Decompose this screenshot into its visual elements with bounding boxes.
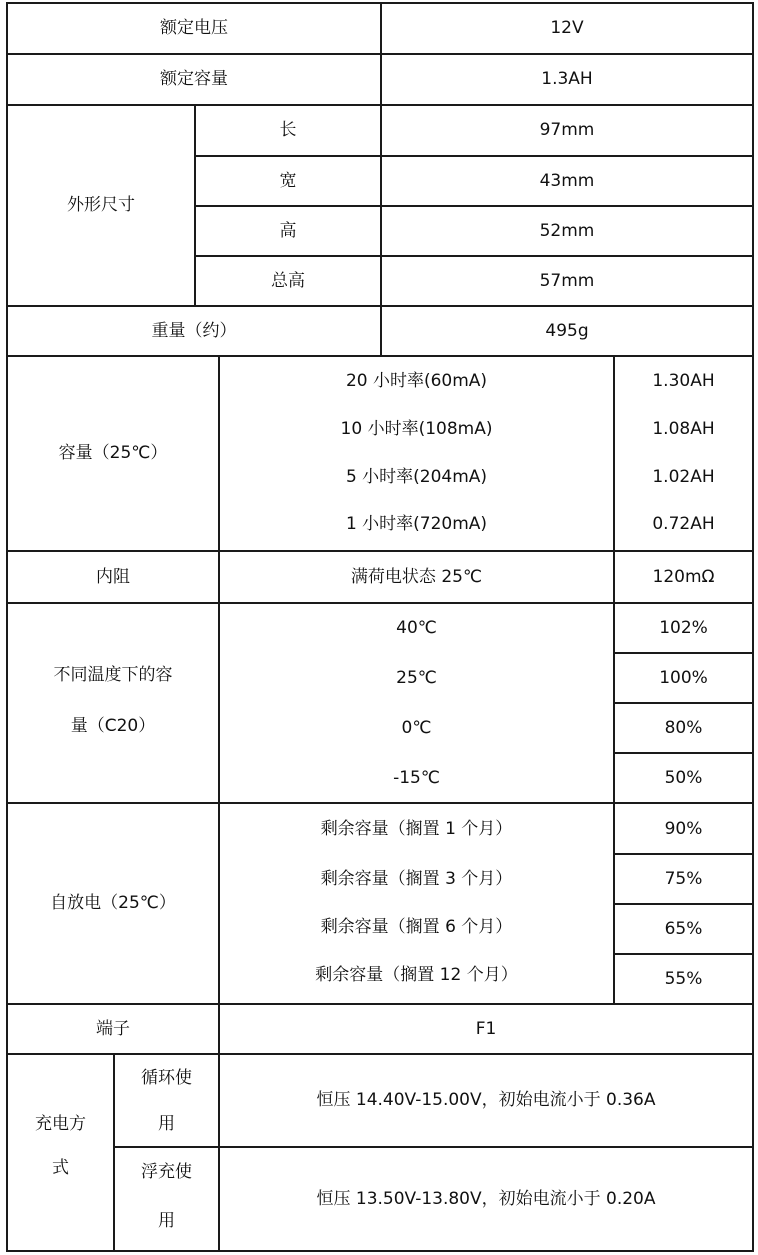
internal-resistance-label: 内阻 [96, 566, 130, 587]
dimension-name: 宽 [279, 170, 297, 191]
dimension-value: 52mm [539, 220, 595, 241]
dimension-value: 43mm [539, 170, 595, 191]
terminal-label: 端子 [96, 1018, 130, 1039]
self-discharge-condition: 剩余容量（搁置 12 个月） [315, 964, 518, 985]
weight-value: 495g [545, 320, 589, 341]
temp-capacity-value: 50% [664, 767, 703, 788]
self-discharge-condition: 剩余容量（搁置 6 个月） [320, 916, 513, 937]
temperature: 0℃ [401, 717, 432, 738]
rated-voltage-label: 额定电压 [160, 18, 228, 39]
temperature: 40℃ [396, 617, 437, 638]
temp-capacity-label: 量（C20） [70, 715, 156, 736]
self-discharge-value: 75% [664, 868, 703, 889]
capacity-rate: 10 小时率(108mA) [340, 418, 493, 439]
temperature: -15℃ [393, 767, 440, 788]
cycle-use-label: 用 [158, 1113, 175, 1134]
rated-capacity-value: 1.3AH [541, 69, 593, 90]
self-discharge-condition: 剩余容量（搁置 3 个月） [320, 868, 513, 889]
self-discharge-value: 65% [664, 918, 703, 939]
dimension-value: 97mm [539, 120, 595, 141]
grid-line [752, 2, 754, 1252]
capacity-25c-label: 容量（25℃） [58, 443, 168, 464]
temperature: 25℃ [396, 667, 437, 688]
temp-capacity-label: 不同温度下的容 [53, 664, 173, 685]
capacity-value: 0.72AH [652, 513, 715, 534]
grid-line [6, 1250, 754, 1252]
self-discharge-value: 90% [664, 819, 703, 840]
capacity-rate: 1 小时率(720mA) [345, 513, 488, 534]
dimensions-label: 外形尺寸 [67, 195, 135, 216]
dimension-name: 总高 [271, 270, 305, 291]
rated-voltage-value: 12V [550, 18, 584, 39]
dimension-name: 长 [279, 120, 297, 141]
terminal-value: F1 [475, 1018, 497, 1039]
rated-capacity-label: 额定容量 [160, 69, 228, 90]
cycle-use-value: 恒压 14.40V-15.00V，初始电流小于 0.36A [316, 1090, 656, 1111]
capacity-value: 1.08AH [652, 418, 715, 439]
temp-capacity-value: 80% [664, 717, 703, 738]
dimension-name: 高 [279, 220, 297, 241]
float-use-label: 浮充使 [141, 1161, 192, 1182]
capacity-rate: 5 小时率(204mA) [345, 466, 488, 487]
float-use-label: 用 [158, 1210, 175, 1231]
charging-label: 充电方 [35, 1113, 86, 1134]
temp-capacity-value: 100% [659, 667, 708, 688]
float-use-value: 恒压 13.50V-13.80V，初始电流小于 0.20A [316, 1188, 656, 1209]
temp-capacity-value: 102% [659, 617, 708, 638]
cycle-use-label: 循环使 [141, 1067, 192, 1088]
dimension-value: 57mm [539, 270, 595, 291]
capacity-value: 1.30AH [652, 370, 715, 391]
internal-resistance-condition: 满荷电状态 25℃ [350, 566, 483, 587]
capacity-rate: 20 小时率(60mA) [345, 370, 488, 391]
self-discharge-label: 自放电（25℃） [50, 893, 176, 914]
self-discharge-value: 55% [664, 968, 703, 989]
internal-resistance-value: 120mΩ [652, 566, 715, 587]
capacity-value: 1.02AH [652, 466, 715, 487]
weight-label: 重量（约） [151, 320, 237, 341]
charging-label: 式 [52, 1157, 69, 1178]
self-discharge-condition: 剩余容量（搁置 1 个月） [320, 818, 513, 839]
